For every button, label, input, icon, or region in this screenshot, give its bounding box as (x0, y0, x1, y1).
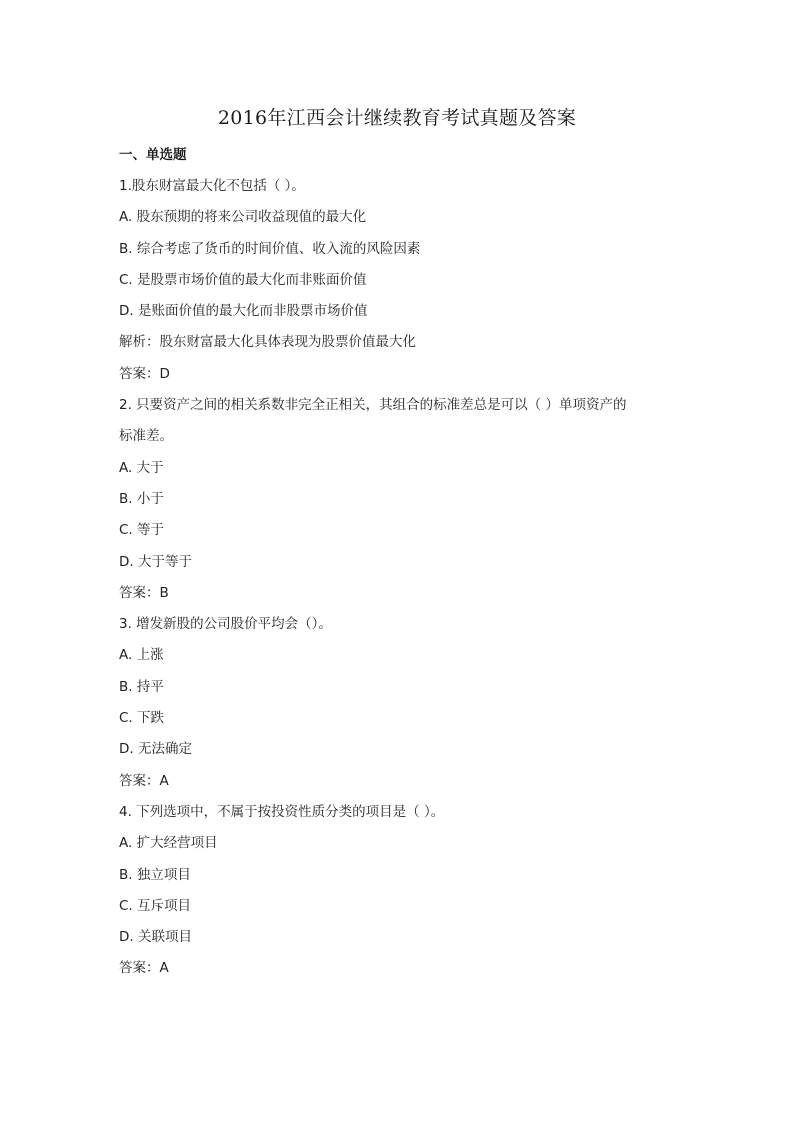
question-3-option-d: D. 无法确定 (119, 741, 192, 758)
question-2-option-a: A. 大于 (119, 459, 164, 476)
question-3-option-a: A. 上涨 (119, 647, 164, 664)
question-2-answer: 答案：B (119, 584, 169, 601)
question-3-option-b: B. 持平 (119, 678, 164, 695)
question-3-option-c: C. 下跌 (119, 710, 165, 727)
section-heading: 一、单选题 (119, 147, 187, 163)
question-4-option-a: A. 扩大经营项目 (119, 835, 218, 852)
question-2-stem-continued: 标准差。 (119, 428, 173, 445)
question-2-option-d: D. 大于等于 (119, 553, 192, 570)
question-1-option-c: C. 是股票市场价值的最大化而非账面价值 (119, 271, 367, 288)
question-4-option-c: C. 互斥项目 (119, 897, 192, 914)
question-1-answer: 答案：D (119, 365, 170, 382)
question-3-stem: 3. 增发新股的公司股价平均会（）。 (119, 616, 332, 633)
question-1-explanation: 解析：股东财富最大化具体表现为股票价值最大化 (119, 334, 416, 351)
question-1-option-a: A. 股东预期的将来公司收益现值的最大化 (119, 209, 367, 226)
question-4-stem: 4. 下列选项中，不属于按投资性质分类的项目是（ ）。 (119, 803, 445, 820)
question-2-option-c: C. 等于 (119, 522, 165, 539)
question-3-answer: 答案：A (119, 772, 169, 789)
question-2-stem: 2. 只要资产之间的相关系数非完全正相关，其组合的标准差总是可以（ ）单项资产的 (119, 397, 627, 414)
question-4-option-b: B. 独立项目 (119, 866, 191, 883)
question-1-option-d: D. 是账面价值的最大化而非股票市场价值 (119, 303, 368, 320)
question-4-answer: 答案：A (119, 960, 169, 977)
question-2-option-b: B. 小于 (119, 490, 164, 507)
question-1-stem: 1.股东财富最大化不包括（ ）。 (119, 178, 305, 194)
question-1-option-b: B. 综合考虑了货币的时间价值、收入流的风险因素 (119, 240, 421, 257)
document-title: 2016年江西会计继续教育考试真题及答案 (217, 107, 577, 129)
question-4-option-d: D. 关联项目 (119, 929, 192, 946)
question-list (119, 173, 679, 987)
